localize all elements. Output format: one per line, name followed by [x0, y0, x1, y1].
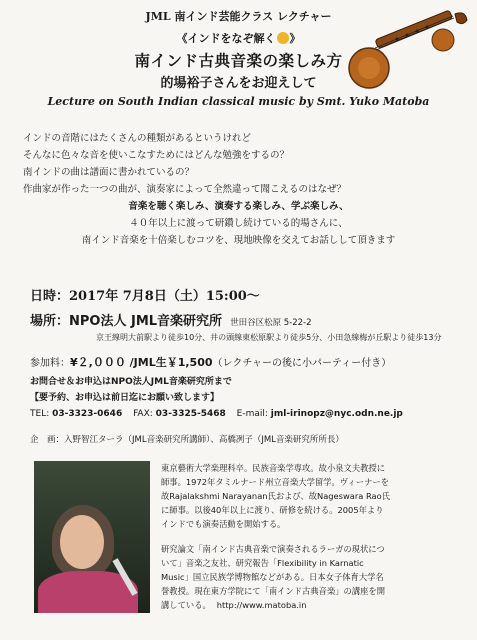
bio-line-9: 誉教授。現在東方学院にて「南インド古典音楽」の講座を開: [161, 586, 386, 596]
bio-line-5: インドでも演奏活動を開始する。: [161, 519, 286, 529]
bio-line-6: 研究論文「南インド古典音楽で演奏されるラーガの現状につ: [161, 544, 385, 554]
planner-line: [30, 433, 344, 445]
bio-line-10: [161, 599, 307, 612]
bio-line-7: いて」音楽之友社、研究報告「Flexibility in Karnatic: [161, 558, 364, 568]
reservation-note: 【要予約、お申込は前日迄にお願い致します】: [30, 393, 220, 403]
fax-label: FAX:: [133, 409, 153, 419]
english-title: Lecture on South Indian classical music by Smt. Yuko Matoba: [47, 95, 430, 108]
fee-value: ¥２,０００ /JML生￥1,500: [70, 356, 213, 369]
photo-face: [60, 515, 104, 569]
website-link[interactable]: http://www.matoba.in: [216, 600, 307, 610]
fee-label: 参加料：: [30, 358, 70, 369]
intro-line-5: 音楽を聴く楽しみ、演奏する楽しみ、学ぶ楽しみ、: [128, 201, 349, 212]
email-label: E-mail:: [236, 409, 268, 419]
venue-address: 世田谷区松原 5-22-2: [230, 318, 312, 328]
fax-number: 03-3325-5468: [155, 409, 226, 419]
email-address[interactable]: jml-irinopz@nyc.odn.ne.jp: [270, 409, 403, 419]
bio-line-1: 東京藝術大学楽理科卒。民族音楽学専攻。故小泉文夫教授に: [161, 463, 386, 473]
event-fee: [30, 354, 391, 370]
speaker-line: 的場裕子さんをお迎えして: [160, 76, 317, 91]
bio-line-8: Music」国立民族学博物館などがある。日本女子体育大学名: [161, 572, 384, 582]
lecture-title: 南インド古典音楽の楽しみ方: [134, 52, 343, 70]
fee-note: （レクチャーの後に小パーティー付き）: [212, 358, 392, 369]
event-venue: [30, 310, 312, 329]
intro-line-1: インドの音階にはたくさんの種類があるというけれど: [23, 133, 252, 144]
intro-line-6: ４０年以上に渡って研鑽し続けている的場さんに、: [129, 218, 348, 229]
contact-line: [30, 409, 403, 419]
intro-line-7: 南インド音楽を十倍楽しむコツを、現地映像を交えてお話しして頂きます: [81, 235, 396, 246]
event-date: [30, 285, 260, 304]
planner-label: 企 画：: [30, 435, 65, 445]
event-series: JML 南インド芸能クラス レクチャー: [145, 10, 332, 23]
tel-label: TEL:: [30, 409, 50, 419]
intro-line-4: 作曲家が作った一つの曲が、演奏家によって全然違って聞こえるのはなぜ？: [23, 184, 347, 195]
ok-hand-icon: [277, 32, 289, 44]
bio-line-2: 師事。1972年タミルナード州立音楽大学留学。ヴィーナーを: [161, 477, 390, 487]
bio-line-4: に師事。以後40年以上に渡り、研修を続ける。2005年より: [161, 505, 384, 515]
tel-number[interactable]: 03-3323-0646: [52, 409, 123, 419]
intro-line-2: そんなに色々な音を使いこなすためにはどんな勉強をするの？: [23, 150, 290, 161]
bio-line-10-text: 講している。: [161, 600, 211, 610]
subtitle-text: 《インドをなぞ解く: [176, 32, 276, 45]
inquiry-line: お問合せ＆お申込はNPO法人JML音楽研究所まで: [30, 377, 232, 387]
venue-label: 場所：: [30, 314, 70, 329]
bio-line-3: 故Rajalakshmi Narayanan氏および、故Nageswara Rao氏: [161, 491, 391, 501]
speaker-photo: [34, 461, 150, 613]
date-value: 2017年 7月8日（土）15:00〜: [69, 289, 260, 304]
venue-access: 京王線明大前駅より徒歩10分、井の頭線東松原駅より徒歩5分、小田急線梅が丘駅より徒歩13分: [96, 333, 442, 342]
veena-icon: [345, 6, 473, 92]
planner-names: 入野智江ターラ（JML音楽研究所講師）、高橋冽子（JML音楽研究所所長）: [64, 435, 344, 445]
intro-line-3: 南インドの曲は譜面に書かれているの？: [23, 167, 195, 178]
date-label: 日時：: [30, 289, 70, 304]
venue-value: NPO法人 JML音楽研究所: [69, 314, 223, 329]
subtitle-end: 》: [289, 32, 301, 45]
